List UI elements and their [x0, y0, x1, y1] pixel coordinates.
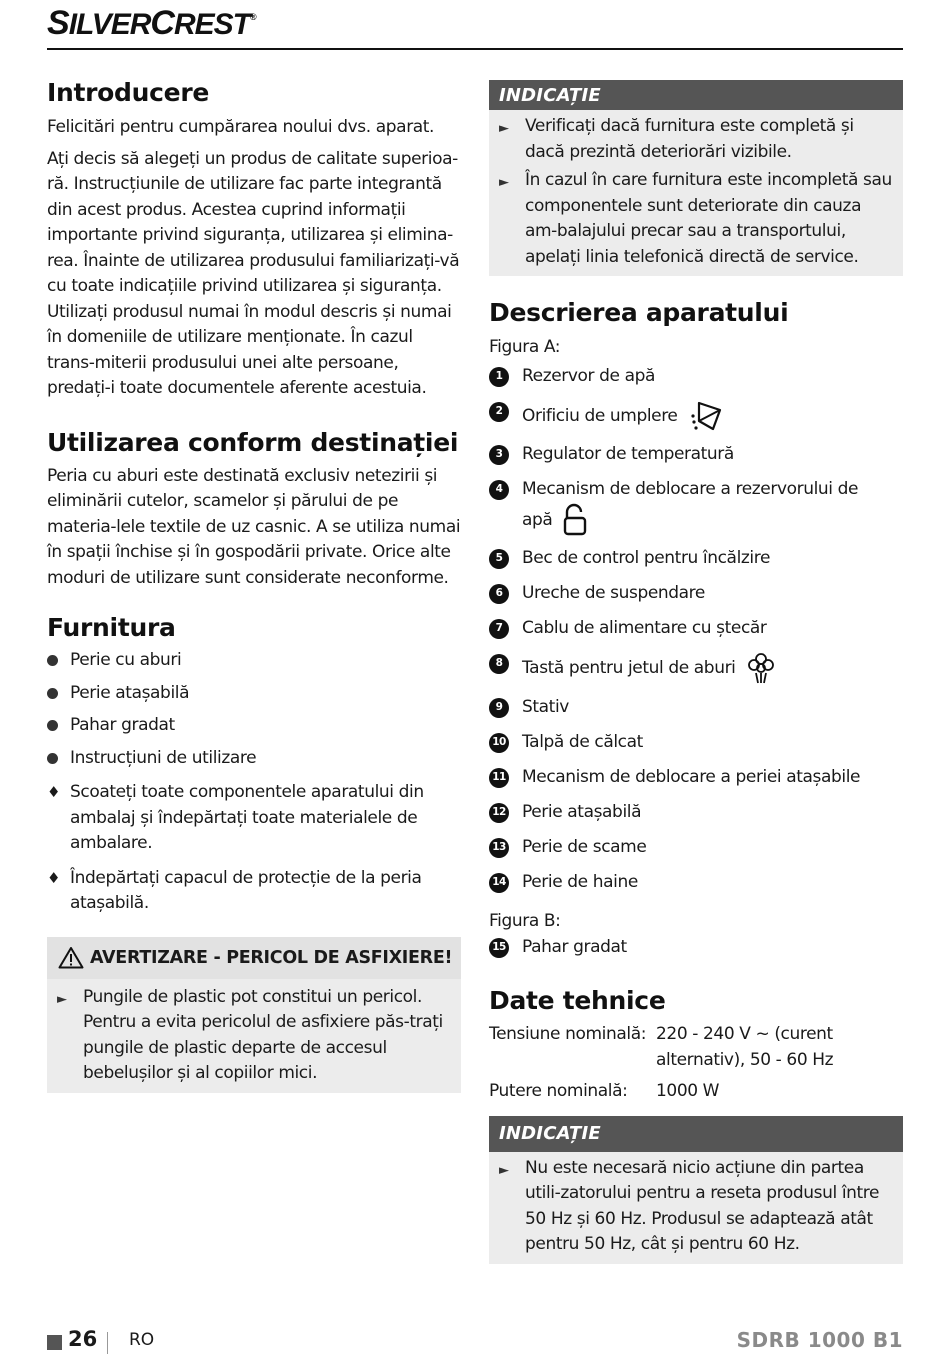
- part-item: 1 Rezervor de apă: [489, 364, 903, 390]
- part-item: 12 Perie atașabilă: [489, 800, 903, 826]
- figure-b-label: Figura B:: [489, 911, 561, 931]
- page-footer: [47, 1326, 903, 1356]
- part-item: 6 Ureche de suspendare: [489, 581, 903, 607]
- warning-box: [47, 937, 461, 1093]
- footer-square-icon: [47, 1335, 62, 1350]
- part-number: 6: [489, 584, 509, 604]
- spec-power-label: Putere nominală:: [489, 1081, 628, 1101]
- arrow-bullet-icon: ►: [499, 1162, 509, 1178]
- spec-voltage-label: Tensiune nominală:: [489, 1024, 647, 1044]
- supply-item: Instrucțiuni de utilizare: [47, 746, 461, 772]
- usage-p: Peria cu aburi este destinată exclusiv netezirii și eliminării cutelor, scamelor și părului de pe materia-lele textile de uz casnic. A se utiliza numai în spații închise și în gospodării private. Orice alte moduri de utilizare sunt considerate neconforme.: [47, 465, 461, 588]
- part-number: 15: [489, 938, 509, 958]
- note-box-2: [489, 1116, 903, 1264]
- warning-title: AVERTIZARE - PERICOL DE ASFIXIERE!: [90, 947, 453, 968]
- spec-voltage: [489, 1022, 903, 1073]
- part-item: 10 Talpă de călcat: [489, 730, 903, 756]
- part-item: 8 Tastă pentru jetul de aburi: [489, 651, 903, 685]
- parts-list-b: [489, 935, 903, 961]
- spec-power-value: 1000 W: [656, 1081, 720, 1101]
- arrow-bullet-icon: ►: [57, 991, 67, 1007]
- bullet-dot-icon: [47, 753, 58, 764]
- note-item: ► Verificați dacă furnitura este completă și dacă prezintă deteriorări vizibile.: [499, 116, 854, 162]
- supply-step: ♦ Îndepărtați capacul de protecție de la peria atașabilă.: [47, 867, 422, 913]
- bullet-dot-icon: [47, 655, 58, 666]
- part-item: 2 Orificiu de umplere: [489, 399, 903, 433]
- part-number: 2: [489, 402, 509, 422]
- header-rule: [47, 48, 903, 50]
- part-number: 5: [489, 549, 509, 569]
- note-item: ► În cazul în care furnitura este incompletă sau componentele sunt deteriorate din cauza am-balajului precar sau a transportului, apelați linia telefonică directă de service.: [499, 170, 892, 267]
- supply-item: Perie cu aburi: [47, 648, 461, 674]
- left-column: [47, 74, 461, 1093]
- note-body-2: [489, 1152, 903, 1264]
- arrow-bullet-icon: ►: [499, 175, 509, 190]
- figure-a-label: Figura A:: [489, 337, 561, 357]
- part-number: 3: [489, 445, 509, 465]
- part-item: 9 Stativ: [489, 695, 903, 721]
- diamond-bullet-icon: ♦: [47, 868, 61, 887]
- language-code: RO: [129, 1330, 155, 1350]
- part-item: 11 Mecanism de deblocare a periei atașabile: [489, 765, 903, 791]
- part-number: 1: [489, 367, 509, 387]
- part-number: 4: [489, 480, 509, 500]
- part-item: 5 Bec de control pentru încălzire: [489, 546, 903, 572]
- supply-title: Furnitura: [47, 613, 176, 642]
- fill-opening-icon: [687, 399, 727, 433]
- part-item: 7 Cablu de alimentare cu ștecăr: [489, 616, 903, 642]
- note-body-1: [489, 110, 903, 276]
- bullet-dot-icon: [47, 688, 58, 699]
- diamond-bullet-icon: ♦: [47, 783, 61, 801]
- arrow-bullet-icon: ►: [499, 121, 509, 136]
- supply-item: Pahar gradat: [47, 713, 461, 739]
- part-item: 13 Perie de scame: [489, 835, 903, 861]
- part-item: 15 Pahar gradat: [489, 935, 903, 961]
- warning-triangle-icon: [58, 946, 84, 969]
- parts-list: [489, 364, 903, 896]
- steam-jet-icon: [745, 651, 777, 685]
- note-header-2: INDICAȚIE: [489, 1116, 903, 1152]
- description-title: Descrierea aparatului: [489, 298, 789, 327]
- right-column: [489, 80, 903, 1264]
- note-header-1: INDICAȚIE: [489, 80, 903, 110]
- unlock-icon: [561, 503, 589, 537]
- part-number: 14: [489, 873, 509, 893]
- part-item: 14 Perie de haine: [489, 870, 903, 896]
- part-number: 7: [489, 619, 509, 639]
- warning-header: [47, 937, 461, 979]
- part-number: 9: [489, 698, 509, 718]
- footer-separator: [107, 1332, 108, 1354]
- brand-logo: SILVERCREST®: [47, 4, 256, 42]
- bullet-dot-icon: [47, 720, 58, 731]
- model-number: SDRB 1000 B1: [736, 1328, 903, 1352]
- part-number: 10: [489, 733, 509, 753]
- warning-item: ► Pungile de plastic pot constitui un pericol. Pentru a evita pericolul de asfixiere păs-trați pungile de plastic departe de accesul bebelușilor și al copiilor mici.: [57, 986, 443, 1083]
- supply-list: [47, 648, 461, 917]
- supply-item: Perie atașabilă: [47, 681, 461, 707]
- supply-step: ♦ Scoateți toate componentele aparatului din ambalaj și îndepărtați toate materialele de ambalare.: [47, 782, 424, 853]
- intro-p1: Felicitări pentru cumpărarea noului dvs. aparat.: [47, 117, 435, 137]
- part-number: 12: [489, 803, 509, 823]
- usage-title: Utilizarea conform destinației: [47, 427, 459, 457]
- part-item: 4 Mecanism de deblocare a rezervorului de apă: [489, 477, 903, 537]
- part-number: 8: [489, 654, 509, 674]
- tech-title: Date tehnice: [489, 986, 666, 1015]
- intro-title: Introducere: [47, 78, 210, 107]
- part-item: 3 Regulator de temperatură: [489, 442, 903, 468]
- warning-body: [47, 979, 461, 1093]
- spec-voltage-value: 220 - 240 V ~ (curent alternativ), 50 - 60 Hz: [656, 1024, 834, 1070]
- part-number: 11: [489, 768, 509, 788]
- part-number: 13: [489, 838, 509, 858]
- registered-mark: ®: [249, 12, 256, 22]
- note-box-1: [489, 80, 903, 276]
- page-number: 26: [68, 1327, 98, 1351]
- spec-power: [489, 1079, 903, 1105]
- intro-p2: Ați decis să alegeți un produs de calitate superioa-ră. Instrucțiunile de utilizare fac parte integrantă din acest produs. Acestea cuprind informații importante privind siguranța, utilizarea și elimina-rea. Înainte de utilizarea produsului familiarizați-vă cu toate indicațiile privind utilizarea și siguranța. Utilizați produsul numai în modul descris și numai în domeniile de utilizare menționate. În cazul trans-miterii produsului unei alte persoane, predați-i toate documentele aferente acestuia.: [47, 148, 460, 398]
- note-item: ► Nu este necesară nicio acțiune din partea utili-zatorului pentru a reseta produsul între 50 Hz și 60 Hz. Produsul se adaptează atât pentru 50 Hz, cât și pentru 60 Hz.: [499, 1157, 880, 1254]
